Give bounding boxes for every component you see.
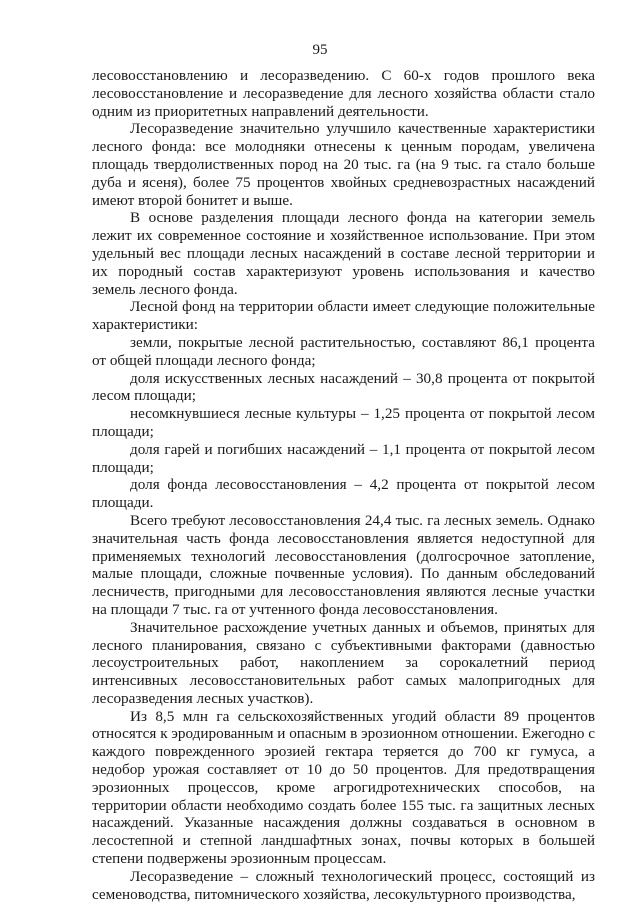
paragraph: Лесной фонд на территории области имеет следующие положительные характеристики: (92, 298, 595, 334)
document-body (92, 67, 595, 903)
list-item: доля искусственных лесных насаждений – 30,8 процента от покрытой лесом площади; (92, 369, 595, 405)
list-item: доля гарей и погибших насаждений – 1,1 процента от покрытой лесом площади; (92, 440, 595, 476)
paragraph: Всего требуют лесовосстановления 24,4 тыс. га лесных земель. Однако значительная часть фонда лесовосстановления является недоступной для применяемых технологий лесовосстановления (долгосрочное затопление, малые площади, сложные почвенные условия). По данным обследований лесничеств, пригодными для лесовосстановления являются лесные участки на площади 7 тыс. га от учтенного фонда лесовосстановления. (92, 511, 595, 618)
paragraph: В основе разделения площади лесного фонда на категории земель лежит их современное состояние и хозяйственное использование. При этом удельный вес площади лесных насаждений в составе лесной территории и их породный состав характеризуют уровень использования и качество земель лесного фонда. (92, 209, 595, 298)
list-item: несомкнувшиеся лесные культуры – 1,25 процента от покрытой лесом площади; (92, 405, 595, 440)
list-item: земли, покрытые лесной растительностью, составляют 86,1 процента от общей площади лесного фонда; (92, 333, 595, 369)
page-number: 95 (312, 42, 328, 58)
paragraph: лесовосстановлению и лесоразведению. С 60-х годов прошлого века лесовосстановление и лесоразведение для лесного хозяйства области стало одним из приоритетных направлений деятельности. (92, 67, 595, 120)
paragraph: Значительное расхождение учетных данных и объемов, принятых для лесного планирования, связано с субъективными факторами (давностью лесоустроительных работ, накоплением за сорокалетний период интенсивных лесовосстановительных работ самых малопригодных для лесоразведения лесных участков). (92, 618, 595, 707)
list-item: доля фонда лесовосстановления – 4,2 процента от покрытой лесом площади. (92, 476, 595, 512)
paragraph: Лесоразведение – сложный технологический процесс, состоящий из семеноводства, питомнического хозяйства, лесокультурного производства, (92, 867, 595, 903)
paragraph: Лесоразведение значительно улучшило качественные характеристики лесного фонда: все молодняки отнесены к ценным породам, увеличена площадь твердолиственных пород на 20 тыс. га (на 9 тыс. га стало больше дуба и ясеня), более 75 процентов хвойных средневозрастных насаждений имеют второй бонитет и выше. (92, 120, 595, 209)
paragraph: Из 8,5 млн га сельскохозяйственных угодий области 89 процентов относятся к эродированным и опасным в эрозионном отношении. Ежегодно с каждого поврежденного эрозией гектара теряется до 700 кг гумуса, а недобор урожая составляет от 10 до 50 процентов. Для предотвращения эрозионных процессов, кроме агрогидротехнических способов, на территории области необходимо создать более 155 тыс. га защитных лесных насаждений. Указанные насаждения должны создаваться в основном в лесостепной и степной ландшафтных зонах, почвы которых в большей степени подвержены эрозионным процессам. (92, 707, 595, 868)
